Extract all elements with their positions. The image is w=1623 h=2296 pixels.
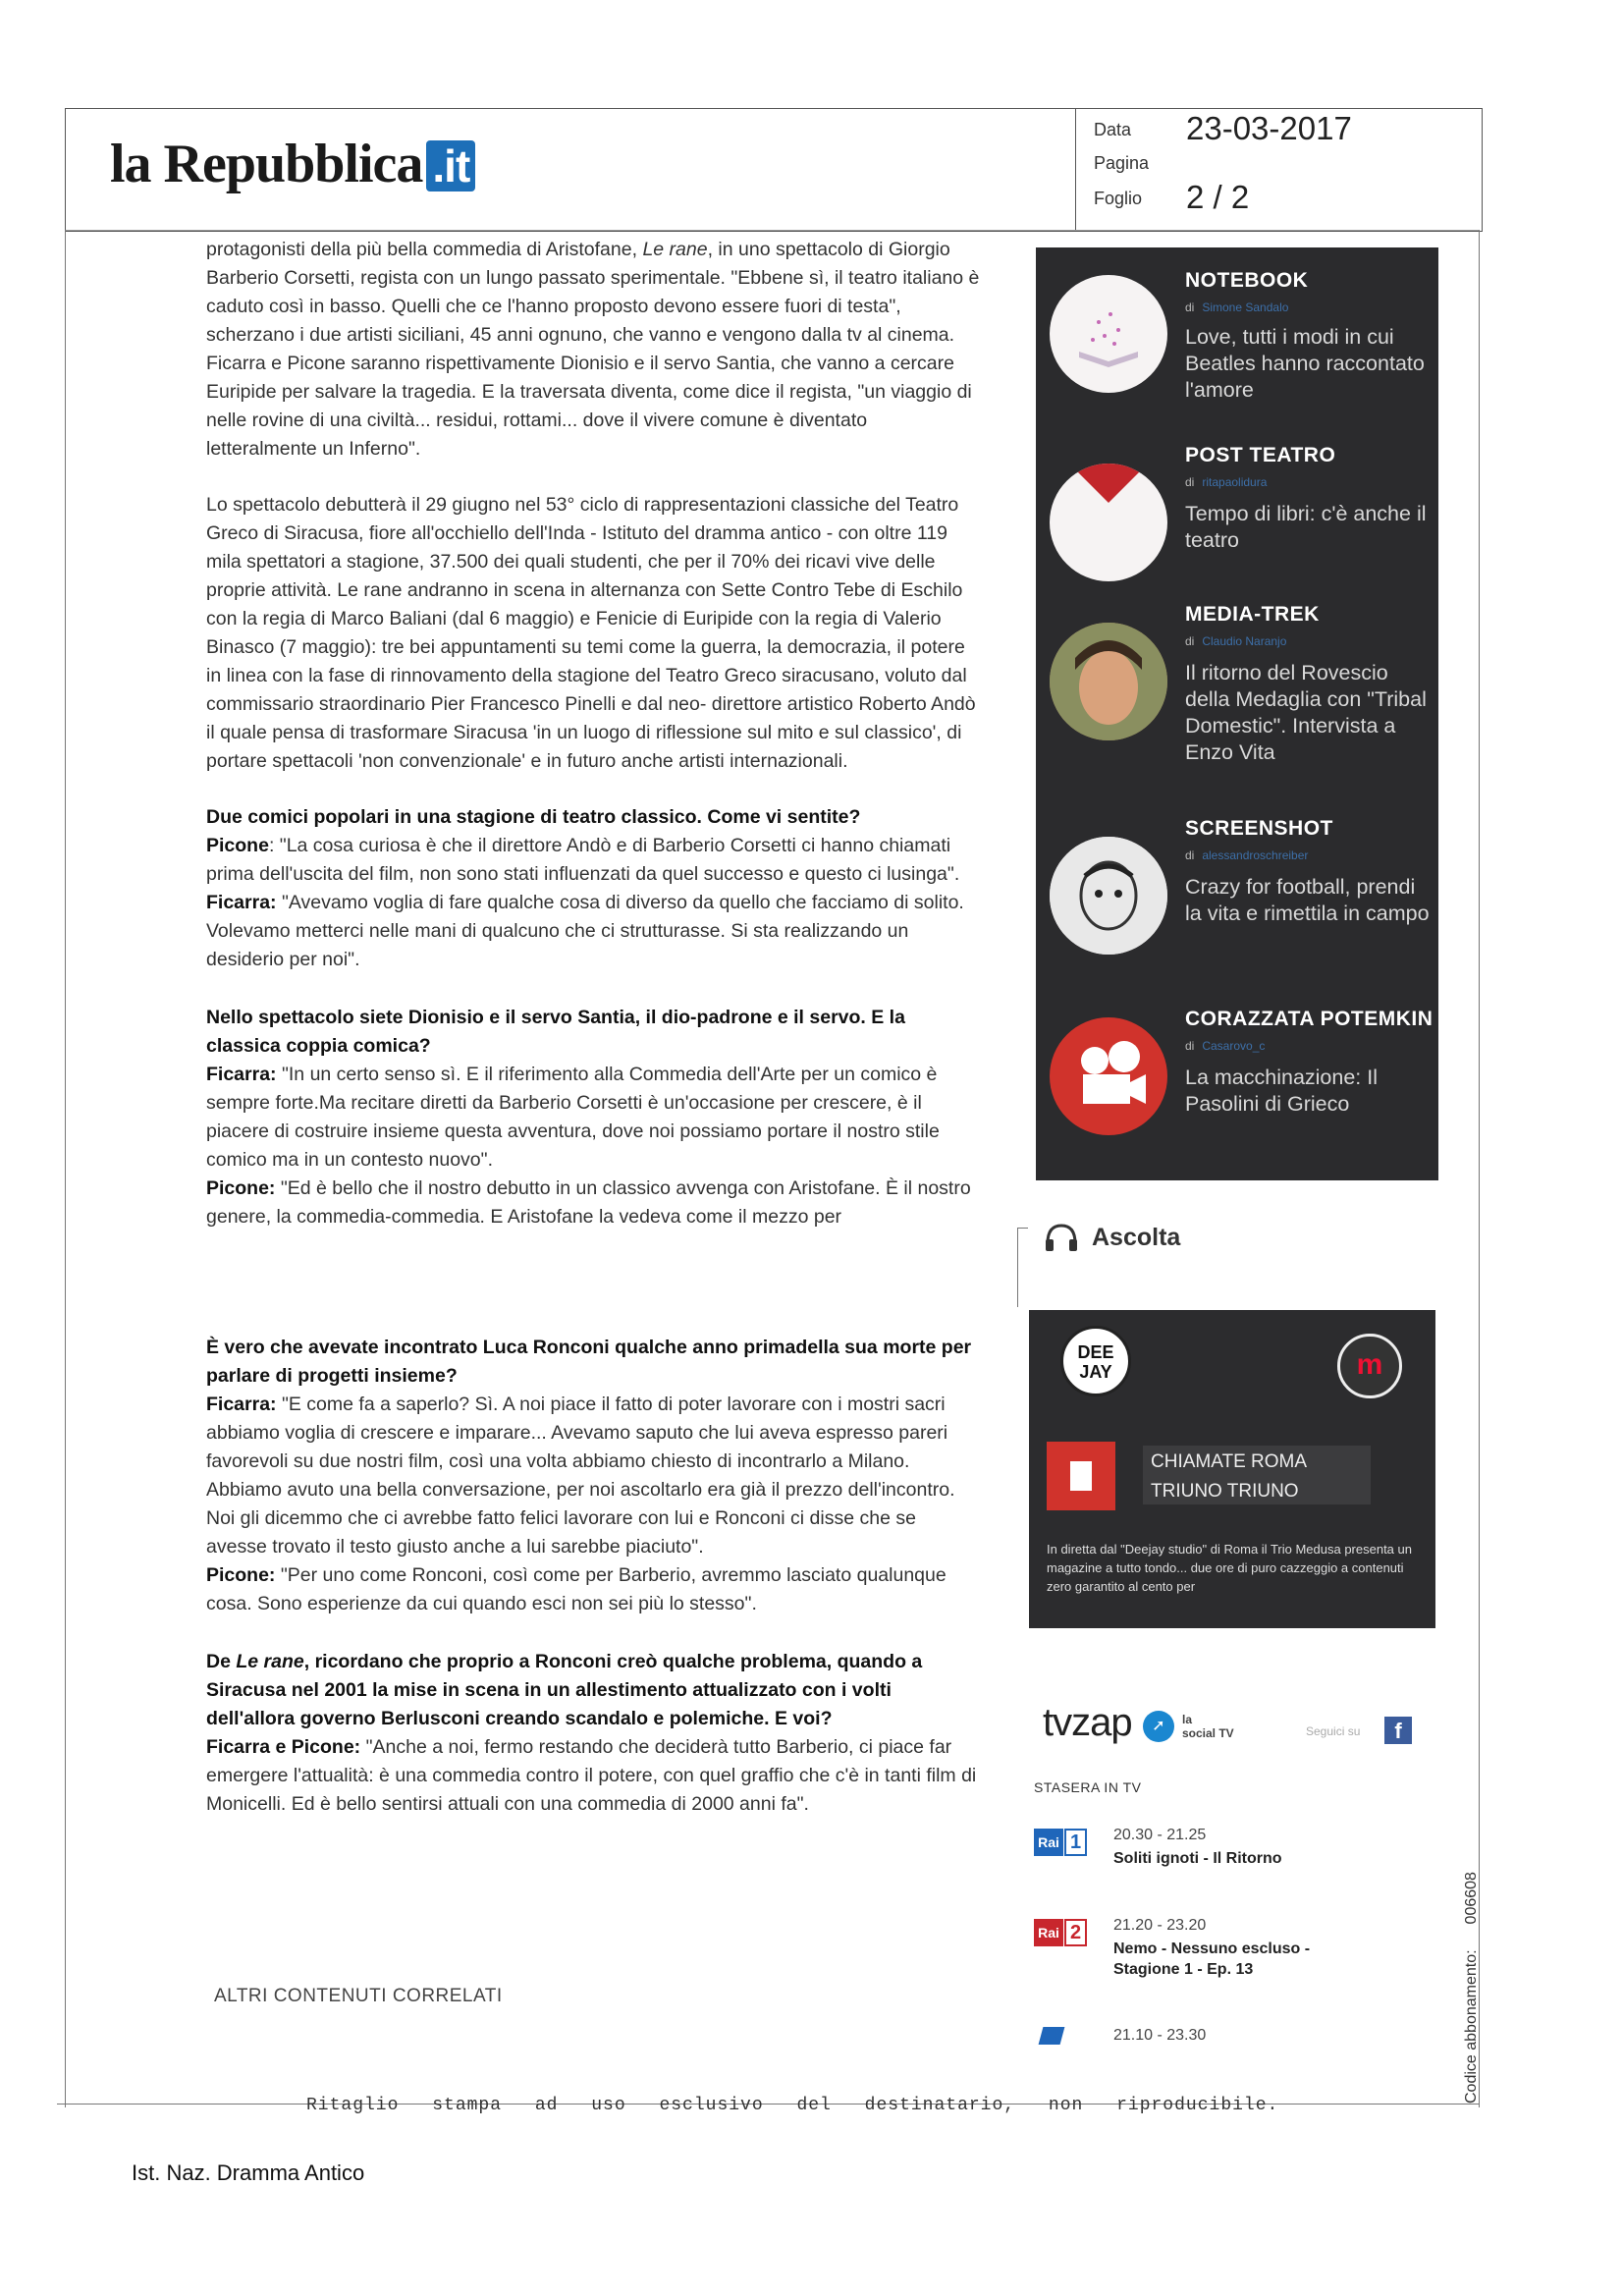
- italic-title: Le rane: [236, 1651, 304, 1672]
- subscription-code: [1463, 1872, 1481, 2104]
- interview-answer: [206, 1061, 982, 1175]
- interview-block: [206, 803, 982, 974]
- speaker-name: Ficarra:: [206, 1394, 277, 1415]
- interview-answer: [206, 1391, 982, 1561]
- article-body: [206, 236, 982, 1848]
- blog-author: [1185, 301, 1288, 314]
- content-left-border: [65, 230, 66, 2107]
- logo-suffix: .it: [426, 140, 475, 191]
- channel-label: Rai: [1034, 1829, 1063, 1856]
- tv-tonight-heading: STASERA IN TV: [1034, 1779, 1142, 1795]
- tv-show-link[interactable]: Soliti ignoti - Il Ritorno: [1113, 1850, 1282, 1867]
- blog-post-title[interactable]: Tempo di libri: c'è anche il teatro: [1185, 502, 1427, 552]
- interview-answer: [206, 1561, 982, 1618]
- text-run: De: [206, 1651, 237, 1672]
- film-camera-icon: [1050, 1017, 1167, 1135]
- speaker-name: Ficarra:: [206, 892, 277, 913]
- tvzap-tagline: [1182, 1713, 1234, 1740]
- answer-text: "Anche a noi, fermo restando che deciderà tutto Barberio, ci piace far emergere l'attualità: è una commedia contro il potere, con quel graffio che c'è in tanti film di Monicelli. Ed è bello sentirsi attuali con una commedia di 2000 anni fa".: [206, 1736, 977, 1815]
- tv-time: 20.30 - 21.25: [1113, 1827, 1207, 1843]
- follow-label: Seguici su: [1306, 1724, 1361, 1738]
- answer-text: "Ed è bello che il nostro debutto in un classico avvenga con Aristofane. È il nostro genere, la commedia-commedia. E Aristofane la vedeva come il mezzo per: [206, 1177, 971, 1228]
- m2o-logo[interactable]: m: [1337, 1334, 1402, 1398]
- text-run: , in uno spettacolo di Giorgio Barberio Corsetti, regista con un lungo passato sperimentale. "Ebbene sì, il teatro italiano è caduto così in basso. Quelli che ce l'hanno proposto devono essere fuori di testa", scherzano i due artisti siciliani, 45 anni ognuno, che vanno e vengono dalla tv al cinema. Ficarra e Picone saranno rispettivamente Dionisio e il servo Santia, che vanno a cercare Euripide per salvare la tragedia. E la traversata diventa, come dice il regista, "un viaggio di nelle rovine di una civiltà... residui, rottami... dove il vivere comune è diventato letteralmente un Inferno".: [206, 239, 980, 460]
- interview-question: Nello spettacolo siete Dionisio e il servo Santia, il dio-padrone e il servo. E la classica coppia comica?: [206, 1007, 905, 1057]
- avatar: [1050, 623, 1167, 740]
- by-label: di: [1185, 475, 1195, 489]
- blog-author: [1185, 848, 1308, 862]
- related-content-link[interactable]: ALTRI CONTENUTI CORRELATI: [214, 1986, 503, 2006]
- theater-mask-icon: [1050, 464, 1167, 581]
- radio-show-title[interactable]: CHIAMATE ROMA TRIUNO TRIUNO: [1151, 1451, 1306, 1502]
- author-link[interactable]: alessandroschreiber: [1202, 848, 1309, 862]
- code-label: Codice abbonamento:: [1463, 1949, 1480, 2104]
- pagina-label: Pagina: [1094, 153, 1150, 173]
- author-link[interactable]: Casarovo_c: [1202, 1039, 1266, 1053]
- tv-show-link[interactable]: Nemo - Nessuno escluso - Stagione 1 - Ep. 13: [1113, 1941, 1311, 1978]
- speaker-name: Picone:: [206, 1564, 276, 1586]
- data-label: Data: [1094, 120, 1132, 139]
- answer-text: "E come fa a saperlo? Sì. A noi piace il fatto di poter lavorare con i mostri sacri abbiamo voglia di crescere e imparare... Avevamo saputo che lui aveva espresso pareri favorevoli su due nostri film, così una volta abbiamo chiesto di incontrarlo a Milano. Abbiamo avuto una bella conversazione, per noi ascoltarlo era già il prezzo dell'incontro. Noi gli dicemmo che ci avrebbe fatto felici lavorare con lui e Ronconi ci disse che se avesse trovato il testo giusto anche a lui sarebbe piaciuto".: [206, 1394, 955, 1558]
- code-value: 006608: [1463, 1872, 1480, 1925]
- interview-question: È vero che avevate incontrato Luca Ronconi qualche anno primadella sua morte per parlare di progetti insieme?: [206, 1337, 972, 1387]
- content-top-border: [65, 230, 1479, 231]
- blog-panel: [1036, 247, 1438, 1180]
- by-label: di: [1185, 634, 1195, 648]
- ascolta-bracket: [1017, 1228, 1028, 1307]
- by-label: di: [1185, 301, 1195, 314]
- tv-time: 21.20 - 23.20: [1113, 1917, 1207, 1934]
- rai2-logo: [1034, 1919, 1087, 1946]
- text-run: protagonisti della più bella commedia di Aristofane,: [206, 239, 643, 260]
- interview-answer: [206, 889, 982, 974]
- interview-question: [206, 1648, 982, 1733]
- data-value: 23-03-2017: [1186, 110, 1352, 146]
- rai3-logo-icon: [1039, 2027, 1065, 2045]
- speaker-name: Ficarra e Picone:: [206, 1736, 361, 1758]
- blog-author: [1185, 475, 1267, 489]
- blog-title: SCREENSHOT: [1185, 817, 1333, 840]
- speaker-name: Picone:: [206, 1177, 276, 1199]
- answer-text: : "La cosa curiosa è che il direttore Andò e di Barberio Corsetti ci hanno chiamati prima dell'uscita del film, non sono stati influenzati da quel successo e questo ci lusinga".: [206, 835, 960, 885]
- author-link[interactable]: Claudio Naranjo: [1202, 634, 1287, 648]
- author-link[interactable]: ritapaolidura: [1202, 475, 1268, 489]
- channel-number: 2: [1064, 1919, 1087, 1946]
- play-icon: [1070, 1461, 1092, 1491]
- article-paragraph: Lo spettacolo debutterà il 29 giugno nel 53° ciclo di rappresentazioni classiche del Teatro Greco di Siracusa, fiore all'occhiello dell'Inda - Istituto del dramma antico - con oltre 119 mila spettatori a stagione, 37.500 dei quali studenti, che per il 70% dei ricavi vive delle proprie attività. Le rane andranno in scena in alternanza con Sette Contro Tebe di Eschilo con la regia di Marco Baliani (dal 6 maggio) e Fenicie di Euripide con la regia di Valerio Binasco (7 maggio): tre bei appuntamenti su temi come la guerra, la democrazia, il potere in linea con la fase di rinnovamento della stagione del Teatro Greco siracusano, voluto dal commissario straordinario Pier Francesco Pinelli e dal neo- direttore artistico Roberto Andò il quale pensa di trasformare Siracusa 'in un luogo di riflessione sul mito e sul classico', di portare spettacoli 'non convenzionale' e in futuro anche artisti internazionali.: [206, 494, 976, 772]
- speaker-name: Ficarra:: [206, 1064, 277, 1085]
- interview-block: [206, 1648, 982, 1819]
- blog-title: NOTEBOOK: [1185, 269, 1309, 292]
- tv-time: 21.10 - 23.30: [1113, 2027, 1207, 2044]
- blog-title: POST TEATRO: [1185, 444, 1336, 466]
- radio-show-description: In diretta dal "Deejay studio" di Roma il Trio Medusa presenta un magazine a tutto tondo... due ore di puro cazzeggio a contenuti zero garantito al cento per: [1047, 1542, 1412, 1594]
- answer-text: "Avevamo voglia di fare qualche cosa di diverso da quello che facciamo di solito. Volevamo metterci nelle mani di qualcuno che ci strutturasse. Si sta realizzando un desiderio per noi".: [206, 892, 964, 970]
- by-label: di: [1185, 848, 1195, 862]
- channel-number: 1: [1064, 1829, 1087, 1856]
- by-label: di: [1185, 1039, 1195, 1053]
- interview-question: Due comici popolari in una stagione di teatro classico. Come vi sentite?: [206, 806, 861, 828]
- facebook-icon[interactable]: f: [1384, 1717, 1412, 1744]
- interview-block: [206, 1334, 982, 1618]
- interview-answer: [206, 832, 982, 889]
- answer-text: "Per uno come Ronconi, così come per Barberio, avremmo lasciato qualunque cosa. Sono esperienze da cui quando esci non sei più lo stesso".: [206, 1564, 947, 1614]
- clipping-notice: Ritaglio stampa ad uso esclusivo del destinatario, non riproducibile.: [306, 2096, 1279, 2115]
- channel-label: Rai: [1034, 1919, 1063, 1946]
- interview-answer: [206, 1733, 982, 1819]
- author-link[interactable]: Simone Sandalo: [1202, 301, 1289, 314]
- foglio-value: 2 / 2: [1186, 179, 1250, 215]
- blog-post-title[interactable]: Love, tutti i modi in cui Beatles hanno raccontato l'amore: [1185, 325, 1425, 402]
- deejay-logo[interactable]: [1060, 1326, 1131, 1396]
- blog-title: CORAZZATA POTEMKIN: [1185, 1008, 1434, 1030]
- rai1-logo: [1034, 1829, 1087, 1856]
- tvzap-play-icon: ➚: [1143, 1711, 1174, 1742]
- blog-post-title[interactable]: Il ritorno del Rovescio della Medaglia con "Tribal Domestic". Intervista a Enzo Vita: [1185, 661, 1427, 764]
- headphones-icon: [1043, 1222, 1080, 1261]
- interview-block: [206, 1004, 982, 1231]
- speaker-name: Picone: [206, 835, 269, 856]
- answer-text: "In un certo senso sì. E il riferimento alla Commedia dell'Arte per un comico è sempre forte.Ma recitare diretti da Barberio Corsetti è un'occasione per crescere, è il piacere di costruire insieme questa avventura, dove noi possiamo portare il nostro stile comico ma in un contesto nuovo".: [206, 1064, 940, 1171]
- blog-author: [1185, 1039, 1265, 1053]
- publisher-name: Ist. Naz. Dramma Antico: [132, 2160, 365, 2185]
- newspaper-logo: [110, 133, 475, 195]
- foglio-label: Foglio: [1094, 189, 1143, 208]
- tvzap-logo[interactable]: tvzap: [1043, 1701, 1132, 1744]
- tagline-text: social TV: [1182, 1726, 1234, 1740]
- interview-answer: [206, 1175, 982, 1231]
- ascolta-heading[interactable]: Ascolta: [1092, 1224, 1181, 1251]
- article-paragraph: [206, 236, 982, 464]
- avatar: [1050, 837, 1167, 955]
- tagline-text: la: [1182, 1713, 1193, 1726]
- content-right-border: [1479, 230, 1480, 2107]
- logo-text: la Repubblica: [110, 134, 423, 194]
- blog-post-title[interactable]: Crazy for football, prendi la vita e rimettila in campo: [1185, 875, 1430, 925]
- logo-text: JAY: [1079, 1362, 1112, 1382]
- italic-title: Le rane: [642, 239, 708, 260]
- blog-author: [1185, 634, 1286, 648]
- book-icon: [1050, 275, 1167, 393]
- logo-text: DEE: [1077, 1342, 1114, 1362]
- text-run: , ricordano che proprio a Ronconi creò qualche problema, quando a Siracusa nel 2001 la mise in scena in un allestimento attualizzato con i volti dell'allora governo Berlusconi creando scandalo e polemiche. E voi?: [206, 1651, 923, 1729]
- blog-post-title[interactable]: La macchinazione: Il Pasolini di Grieco: [1185, 1066, 1378, 1116]
- page-gap: [206, 1231, 982, 1334]
- header-divider: [1075, 108, 1076, 230]
- blog-title: MEDIA-TREK: [1185, 603, 1320, 626]
